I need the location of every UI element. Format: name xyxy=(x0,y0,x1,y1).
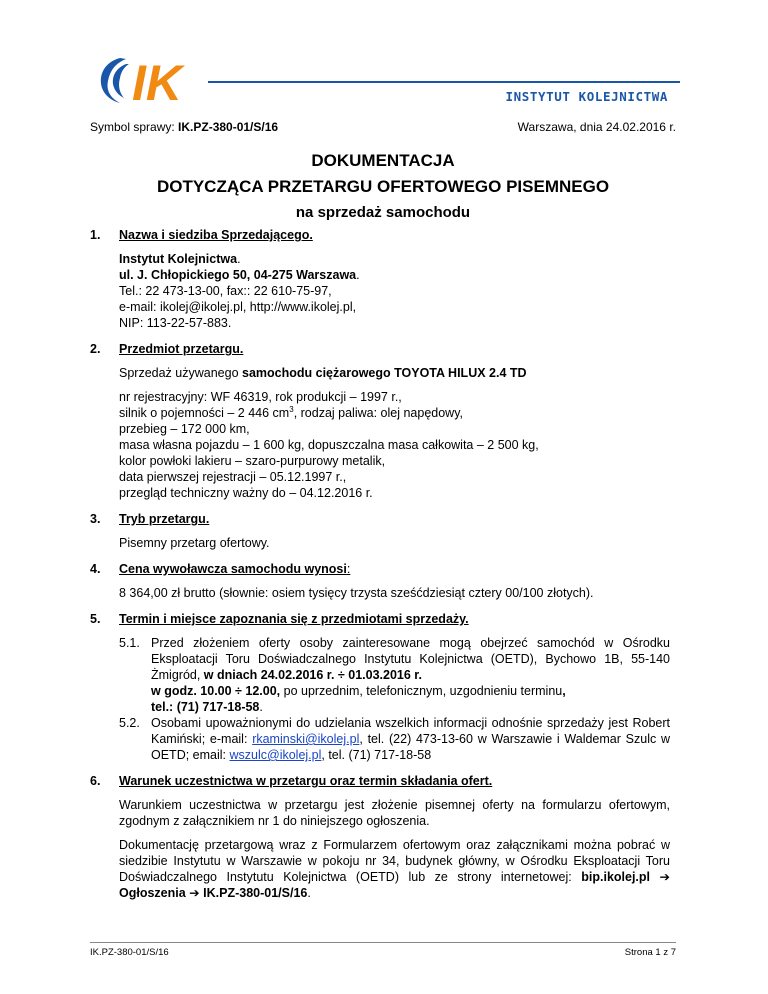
superscript: 3 xyxy=(289,404,294,414)
spec-text: , rodzaj paliwa: olej napędowy, xyxy=(293,406,463,420)
spec-line: data pierwszej rejestracji – 05.12.1997 r., xyxy=(119,470,347,484)
sub-text: Przed złożeniem oferty osoby zainteresowane mogą obejrzeć samochód w Ośrodku Eksploatacji Toru Doświadczalnego Instytutu Kolejnictwa (OETD), Bychowo 1B, 55-140 Żmigród, xyxy=(151,636,670,682)
sub-text: , tel. (71) 717-18-58 xyxy=(321,748,432,762)
ik-logo xyxy=(96,54,226,106)
spec-line: nr rejestracyjny: WF 46319, rok produkcji – 1997 r., xyxy=(119,390,402,404)
seller-name: Instytut Kolejnictwa xyxy=(119,252,238,266)
spec-line: przegląd techniczny ważny do – 04.12.2016 r. xyxy=(119,486,373,500)
arrow-right-icon: ➔ xyxy=(659,870,670,884)
documentation-text xyxy=(119,837,670,901)
section-heading: Warunek uczestnictwa w przetargu oraz termin składania ofert. xyxy=(119,774,493,788)
section-heading xyxy=(119,561,670,577)
subject-intro xyxy=(119,365,670,381)
arrow-right-icon: ➔ xyxy=(189,886,200,900)
header-rule xyxy=(208,81,680,83)
sub-text: Osobami upoważnionymi do udzielania wszelkich informacji odnośnie sprzedaży jest Robert Kamiński; e-mail: xyxy=(151,716,670,746)
section-heading: Przedmiot przetargu. xyxy=(119,342,244,356)
participation-text: Warunkiem uczestnictwa w przetargu jest złożenie pisemnej oferty na formularzu ofertowym, zgodnym z załącznikiem nr 1 do niniejszego ogłoszenia. xyxy=(119,798,670,828)
path-bip: bip.ikolej.pl xyxy=(581,870,651,884)
mode-text: Pisemny przetarg ofertowy. xyxy=(119,536,270,550)
email-link-rkaminski[interactable]: rkaminski@ikolej.pl xyxy=(252,732,360,746)
section-participation xyxy=(90,773,670,901)
case-label: Symbol sprawy: xyxy=(90,120,179,134)
punct: : xyxy=(346,562,351,576)
inspection-dates: w dniach 24.02.2016 r. ÷ 01.03.2016 r. xyxy=(203,668,422,682)
seller-email: e-mail: ikolej@ikolej.pl, http://www.ikolej.pl, xyxy=(119,300,357,314)
section-seller xyxy=(90,227,670,331)
section-number: 6. xyxy=(90,774,101,788)
logo-lettering: IK xyxy=(132,55,182,106)
punct: , xyxy=(562,684,566,698)
section-mode xyxy=(90,511,670,551)
seller-address: ul. J. Chłopickiego 50, 04-275 Warszawa xyxy=(119,268,357,282)
section-number: 5. xyxy=(90,612,101,626)
price-text: 8 364,00 zł brutto (słownie: osiem tysięcy trzysta sześćdziesiąt cztery 00/100 złotych). xyxy=(119,586,594,600)
org-name: INSTYTUT KOLEJNICTWA xyxy=(505,89,668,104)
seller-phone: Tel.: 22 473-13-00, fax:: 22 610-75-97, xyxy=(119,284,332,298)
section-number: 1. xyxy=(90,228,101,242)
spec-line: masa własna pojazdu – 1 600 kg, dopuszczalna masa całkowita – 2 500 kg, xyxy=(119,438,539,452)
document-body xyxy=(90,227,670,911)
section-heading: Nazwa i siedziba Sprzedającego. xyxy=(119,228,313,242)
case-symbol xyxy=(90,120,278,134)
inspection-phone: tel.: (71) 717-18-58 xyxy=(151,700,260,714)
section-inspection xyxy=(90,611,670,763)
subsection-5-1 xyxy=(119,635,670,715)
path-case: IK.PZ-380-01/S/16 xyxy=(203,886,308,900)
punct: . xyxy=(237,252,241,266)
spec-line: kolor powłoki lakieru – szaro-purpurowy metalik, xyxy=(119,454,386,468)
section-subject xyxy=(90,341,670,501)
section-number: 4. xyxy=(90,562,101,576)
section-number: 2. xyxy=(90,342,101,356)
path-announcements: Ogłoszenia xyxy=(119,886,186,900)
spec-line xyxy=(119,405,670,421)
footer-case-number: IK.PZ-380-01/S/16 xyxy=(90,947,169,958)
section-heading: Termin i miejsce zapoznania się z przedmiotami sprzedaży. xyxy=(119,612,469,626)
punct: . xyxy=(307,886,311,900)
section-price xyxy=(90,561,670,601)
spec-text: silnik o pojemności – 2 446 cm xyxy=(119,406,290,420)
title-line-1: DOKUMENTACJA xyxy=(311,151,455,170)
subsection-5-2 xyxy=(119,715,670,763)
sub-text: , tel. (22) 473-13-60 w Warszawie i Waldemar Szulc w OETD; email: xyxy=(151,732,670,762)
inspection-hours: w godz. 10.00 ÷ 12.00, xyxy=(151,684,281,698)
seller-nip: NIP: 113-22-57-883. xyxy=(119,316,232,330)
page-footer xyxy=(90,947,676,958)
title-line-3: na sprzedaż samochodu xyxy=(295,204,471,221)
spec-line: przebieg – 172 000 km, xyxy=(119,422,250,436)
sub-text: po uprzednim, telefonicznym, uzgodnieniu terminu xyxy=(280,684,563,698)
page-number: Strona 1 z 7 xyxy=(624,947,676,958)
heading-text: Cena wywoławcza samochodu wynosi xyxy=(119,562,347,576)
doc-text: Dokumentację przetargową wraz z Formularzem ofertowym oraz załącznikami można pobrać w siedzibie Instytutu w Warszawie w pokoju nr 34, budynek główny, w Ośrodku Eksploatacji Toru Doświadczalnego Instytutu Kolejnictwa (OETD) lub ze strony internetowej: xyxy=(119,838,670,884)
punct: . xyxy=(356,268,360,282)
footer-rule xyxy=(90,942,676,943)
vehicle-specs xyxy=(119,389,670,501)
email-link-wszulc[interactable]: wszulc@ikolej.pl xyxy=(229,748,322,762)
case-meta-row xyxy=(90,120,676,134)
subsection-number: 5.1. xyxy=(119,636,140,650)
punct: . xyxy=(259,700,263,714)
title-line-2: DOTYCZĄCA PRZETARGU OFERTOWEGO PISEMNEGO xyxy=(156,177,610,196)
subsection-number: 5.2. xyxy=(119,716,140,730)
section-heading: Tryb przetargu. xyxy=(119,512,210,526)
section-number: 3. xyxy=(90,512,101,526)
seller-details xyxy=(119,251,670,331)
document-title-block xyxy=(90,148,676,226)
case-number: IK.PZ-380-01/S/16 xyxy=(178,120,279,134)
place-date: Warszawa, dnia 24.02.2016 r. xyxy=(517,120,676,134)
vehicle-name: samochodu ciężarowego TOYOTA HILUX 2.4 TD xyxy=(242,366,527,380)
intro-text: Sprzedaż używanego xyxy=(119,366,242,380)
